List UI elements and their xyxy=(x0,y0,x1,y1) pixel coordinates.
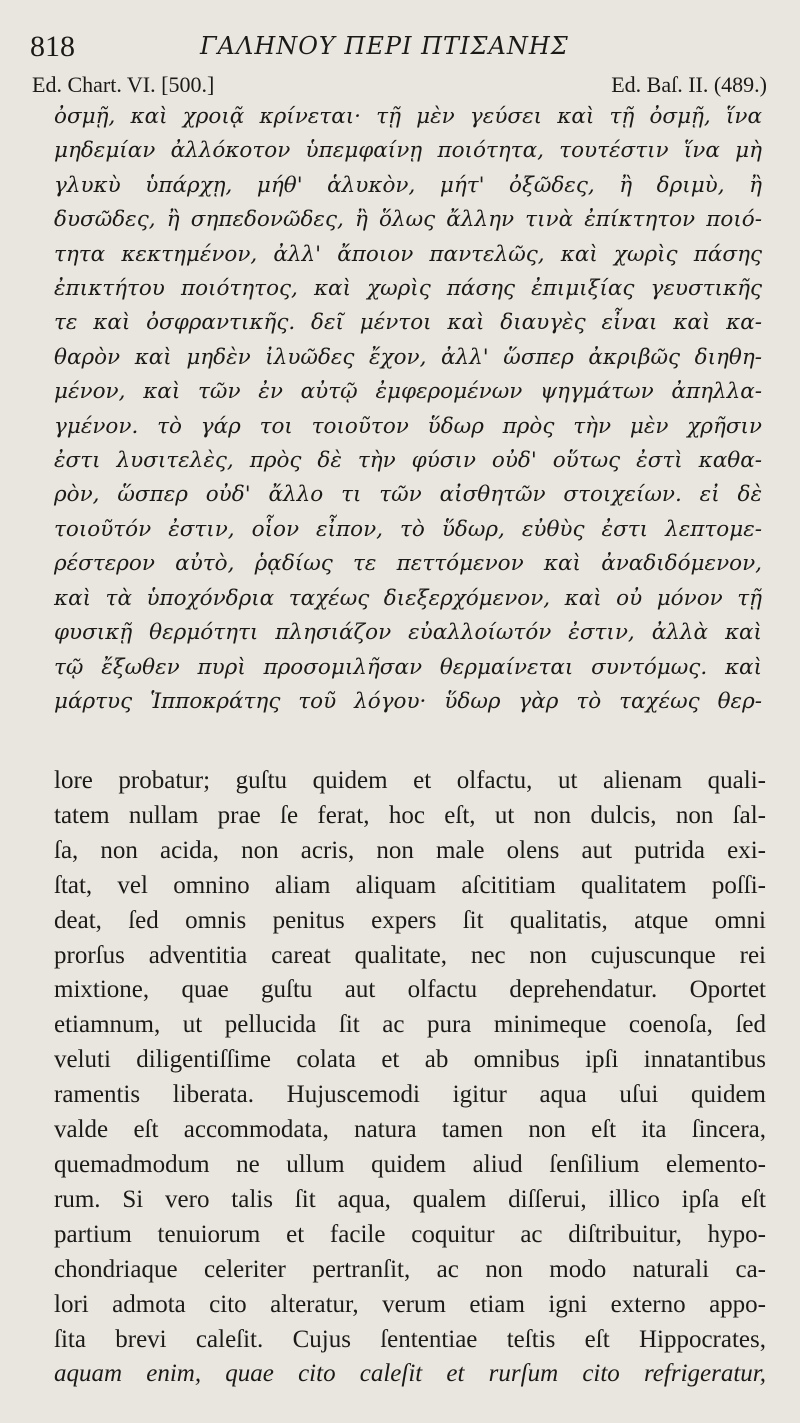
latin-text-line: aquam enim, quae cito caleſit et rurſum cito refrigeratur, xyxy=(54,1360,766,1388)
latin-text-line: ramentis liberata. Hujuscemodi igitur aqua uſui quidem xyxy=(54,1081,766,1109)
latin-text-block xyxy=(54,764,766,1392)
latin-text-line: ſita brevi caleſit. Cujus ſententiae teſtis eſt Hippocrates, xyxy=(54,1325,766,1353)
greek-text-line: μάρτυς Ἱπποκράτης τοῦ λόγου· ὕδωρ γὰρ τὸ ταχέως θερ- xyxy=(54,688,762,714)
latin-text-line: etiamnum, ut pellucida ſit ac pura minimeque coenoſa, ſed xyxy=(54,1011,766,1039)
edition-reference-line xyxy=(32,72,767,102)
greek-text-line: ἐστι λυσιτελὲς, πρὸς δὲ τὴν φύσιν οὐδ' οὕτως ἐστὶ καθα- xyxy=(54,448,762,474)
greek-text-line: δυσῶδες, ἢ σηπεδονῶδες, ἢ ὅλως ἄλλην τινὰ ἐπίκτητον ποιό- xyxy=(54,207,762,233)
latin-text-line: partium tenuiorum et facile coquitur ac diſtribuitur, hypo- xyxy=(54,1220,766,1248)
greek-text-line: μηδεμίαν ἀλλόκοτον ὑπεμφαίνῃ ποιότητα, τουτέστιν ἵνα μὴ xyxy=(54,138,762,164)
latin-text-line: lore probatur; guſtu quidem et olfactu, ut alienam quali- xyxy=(54,767,766,794)
greek-text-line: μένον, καὶ τῶν ἐν αὐτῷ ἐμφερομένων ψηγμάτων ἀπηλλα- xyxy=(54,379,762,405)
greek-text-line: ρέστερον αὐτὸ, ῥᾳδίως τε πεττόμενον καὶ ἀναδιδόμενον, xyxy=(54,551,762,577)
page-number: 818 xyxy=(30,30,75,63)
greek-text-line: ρὸν, ὥσπερ οὐδ' ἄλλο τι τῶν αἰσθητῶν στοιχείων. εἰ δὲ xyxy=(54,482,762,508)
latin-text-line: lori admota cito alteratur, verum etiam igni externo appo- xyxy=(54,1290,766,1318)
greek-text-line: τε καὶ ὀσφραντικῆς. δεῖ μέντοι καὶ διαυγὲς εἶναι καὶ κα- xyxy=(54,310,762,336)
greek-text-line: θαρὸν καὶ μηδὲν ἰλυῶδες ἔχον, ἀλλ' ὥσπερ ἀκριβῶς διηθη- xyxy=(54,344,762,370)
greek-text-line: ἐπικτήτου ποιότητος, καὶ χωρὶς πάσης ἐπιμιξίας γευστικῆς xyxy=(54,276,762,302)
latin-text-line: valde eſt accommodata, natura tamen non eſt ita ſincera, xyxy=(54,1116,766,1144)
latin-text-line: ſtat, vel omnino aliam aliquam aſcititiam qualitatem poſſi- xyxy=(54,871,766,899)
latin-text-line: veluti diligentiſſime colata et ab omnibus ipſi innatantibus xyxy=(54,1046,766,1074)
latin-text-line: prorſus adventitia careat qualitate, nec non cujuscunque rei xyxy=(54,941,766,969)
greek-text-line: γμένον. τὸ γάρ τοι τοιοῦτον ὕδωρ πρὸς τὴν μὲν χρῆσιν xyxy=(54,413,762,439)
greek-text-line: γλυκὺ ὑπάρχῃ, μήθ' ἁλυκὸν, μήτ' ὀξῶδες, ἢ δριμὺ, ἢ xyxy=(54,172,762,198)
latin-text-line: rum. Si vero talis ſit aqua, qualem diſſerui, illico ipſa eſt xyxy=(54,1185,766,1213)
greek-text-line: ὀσμῇ, καὶ χροιᾷ κρίνεται· τῇ μὲν γεύσει καὶ τῇ ὀσμῇ, ἵνα xyxy=(54,104,762,129)
running-title: ΓΑΛΗΝΟΥ ΠΕΡΙ ΠΤΙΣΑΝΗΣ xyxy=(200,32,569,60)
latin-text-line: mixtione, quae guſtu aut olfactu deprehendatur. Oportet xyxy=(54,976,766,1004)
latin-text-line: tatem nullam prae ſe ferat, hoc eſt, ut non dulcis, non ſal- xyxy=(54,801,766,829)
edition-chartier-ref: Ed. Chart. VI. [500.] xyxy=(32,72,215,97)
greek-text-line: φυσικῇ θερμότητι πλησιάζον εὐαλλοίωτόν ἐστιν, ἀλλὰ καὶ xyxy=(54,620,762,646)
greek-text-line: τοιοῦτόν ἐστιν, οἷον εἶπον, τὸ ὕδωρ, εὐθὺς ἐστι λεπτομε- xyxy=(54,516,762,542)
greek-text-line: καὶ τὰ ὑποχόνδρια ταχέως διεξερχόμενον, καὶ οὐ μόνον τῇ xyxy=(54,585,762,611)
latin-text-line: ſa, non acida, non acris, non male olens aut putrida exi- xyxy=(54,836,766,864)
greek-text-line: τῷ ἔξωθεν πυρὶ προσομιλῆσαν θερμαίνεται συντόμως. καὶ xyxy=(54,654,762,680)
page-header xyxy=(30,30,790,70)
edition-basel-ref: Ed. Baſ. II. (489.) xyxy=(611,72,767,97)
latin-text-line: deat, ſed omnis penitus expers ſit qualitatis, atque omni xyxy=(54,906,766,934)
greek-text-line: τητα κεκτημένον, ἀλλ' ἄποιον παντελῶς, καὶ χωρὶς πάσης xyxy=(54,241,762,267)
latin-text-line: chondriaque celeriter pertranſit, ac non modo naturali ca- xyxy=(54,1255,766,1283)
latin-text-line: quemadmodum ne ullum quidem aliud ſenſilium elemento- xyxy=(54,1150,766,1178)
greek-text-block xyxy=(54,100,762,719)
